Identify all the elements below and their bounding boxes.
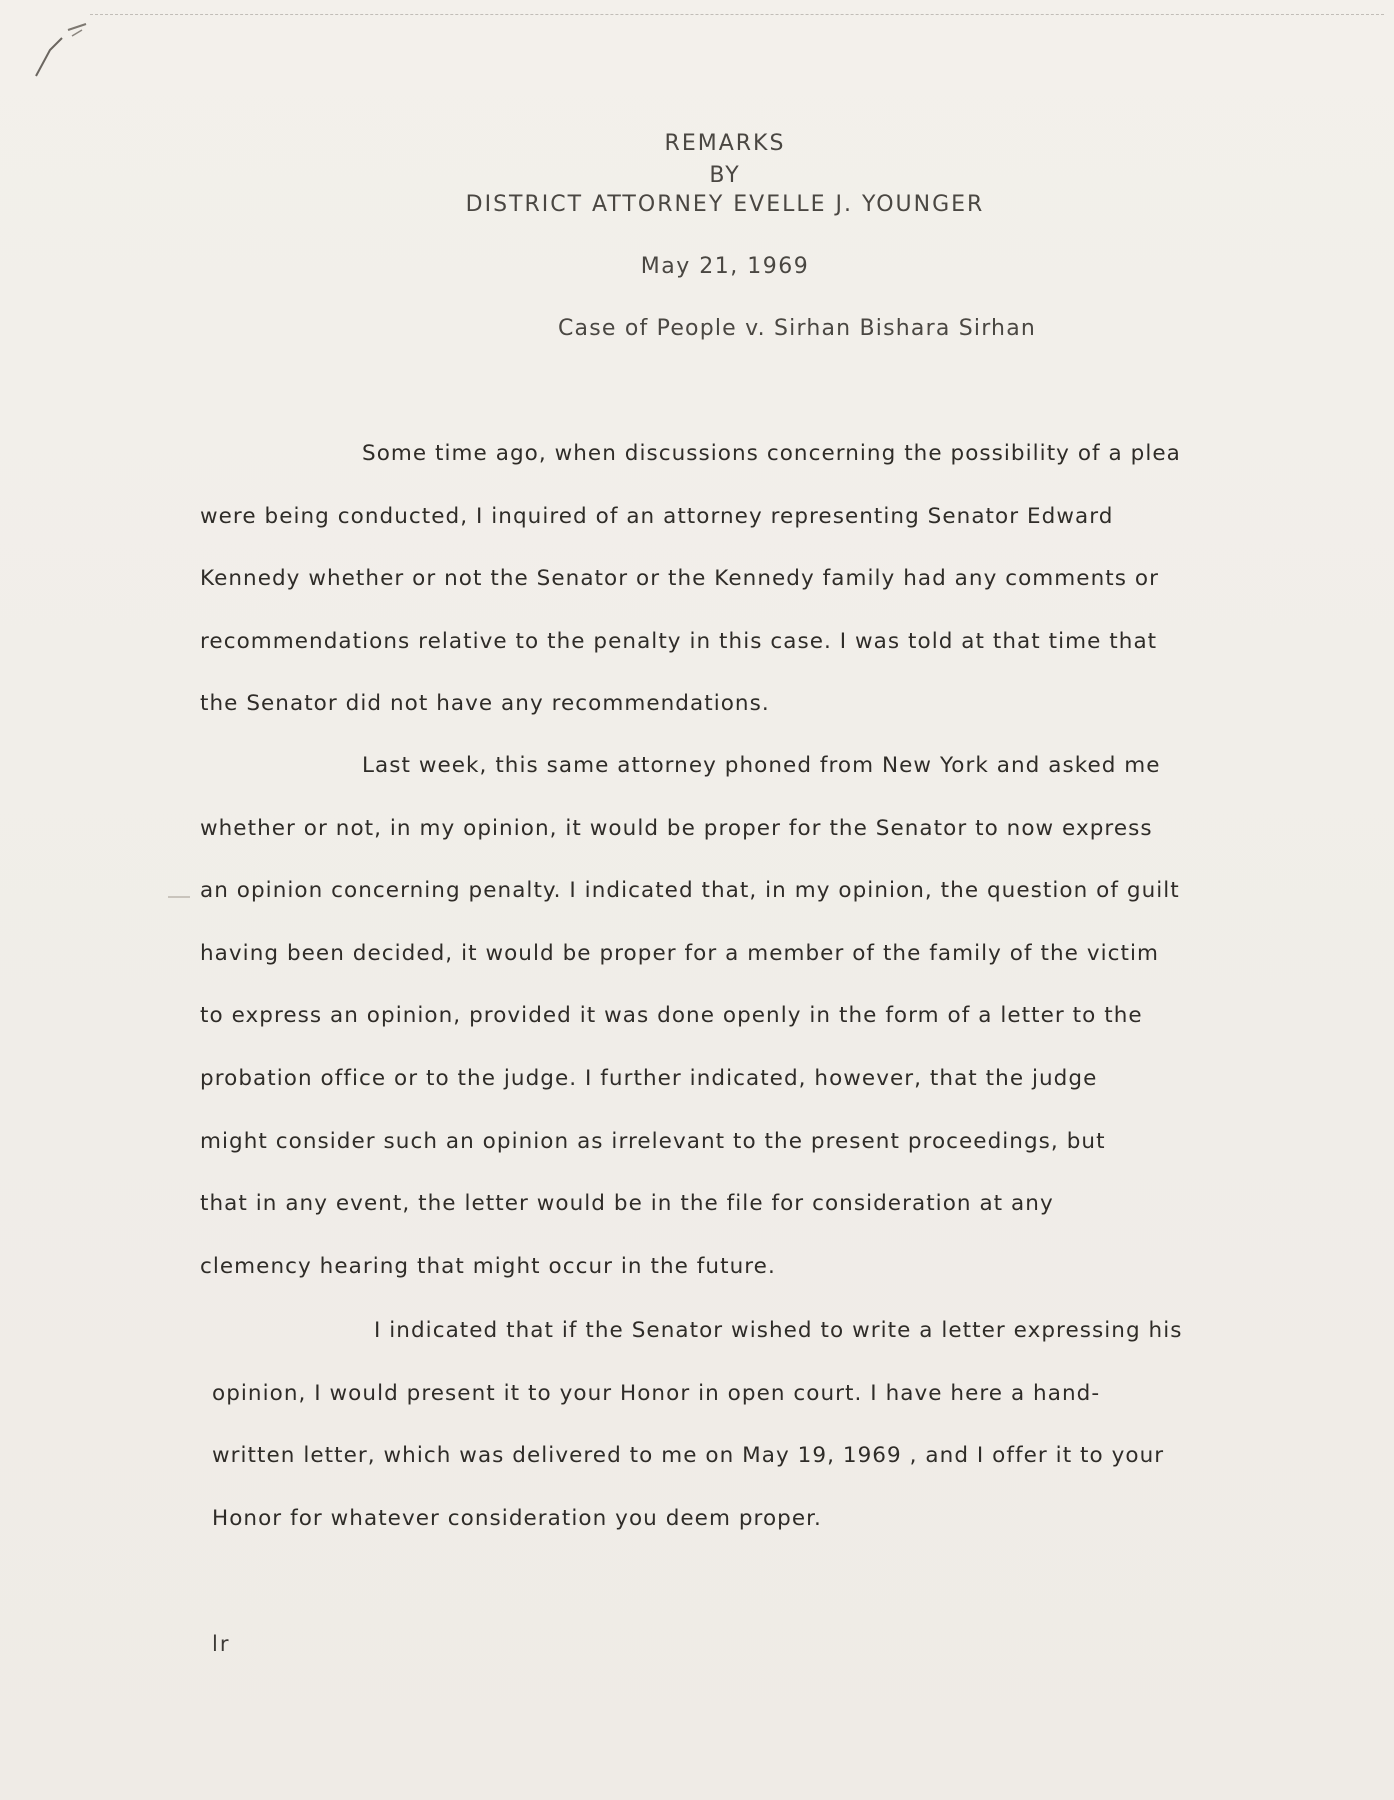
paragraph-line: an opinion concerning penalty. I indicated that, in my opinion, the question of guilt [200,878,1180,904]
paragraph-2 [200,735,1340,1298]
heading-case: Case of People v. Sirhan Bishara Sirhan [558,316,1037,341]
pen-mark-icon [32,20,102,80]
heading-district-attorney: DISTRICT ATTORNEY EVELLE J. YOUNGER [465,192,985,217]
heading-by: BY [709,163,741,188]
paragraph-1 [200,423,1340,736]
paragraph-line: the Senator did not have any recommendations. [200,691,770,717]
paragraph-line: that in any event, the letter would be in the file for consideration at any [200,1191,1054,1217]
paragraph-line: Some time ago, when discussions concerning the possibility of a plea [362,441,1181,466]
paragraph-line: recommendations relative to the penalty in this case. I was told at that time that [200,628,1158,654]
paragraph-line: probation office or to the judge. I further indicated, however, that the judge [200,1065,1098,1091]
top-edge-rule [90,14,1384,15]
paragraph-line: to express an opinion, provided it was done openly in the form of a letter to the [200,1003,1143,1029]
paragraph-line: might consider such an opinion as irrelevant to the present proceedings, but [200,1128,1106,1154]
paragraph-line: opinion, I would present it to your Honor in open court. I have here a hand- [212,1380,1101,1406]
paragraph-line: Kennedy whether or not the Senator or the Kennedy family had any comments or [200,566,1159,592]
paragraph-line: Last week, this same attorney phoned from New York and asked me [362,753,1161,778]
paragraph-line: whether or not, in my opinion, it would be proper for the Senator to now express [200,815,1153,841]
typist-initials: lr [212,1632,231,1656]
paragraph-line: Honor for whatever consideration you deem proper. [212,1505,822,1531]
heading-remarks: REMARKS [664,131,786,156]
margin-smudge [168,896,190,898]
paragraph-line: clemency hearing that might occur in the future. [200,1253,776,1279]
heading-date: May 21, 1969 [640,254,810,279]
paragraph-line: having been decided, it would be proper for a member of the family of the victim [200,940,1159,966]
paragraph-line: were being conducted, I inquired of an attorney representing Senator Edward [200,503,1114,529]
paragraph-3 [212,1300,1352,1550]
paragraph-line: I indicated that if the Senator wished to write a letter expressing his [374,1318,1183,1343]
paragraph-line: written letter, which was delivered to me on May 19, 1969 , and I offer it to your [212,1443,1165,1469]
